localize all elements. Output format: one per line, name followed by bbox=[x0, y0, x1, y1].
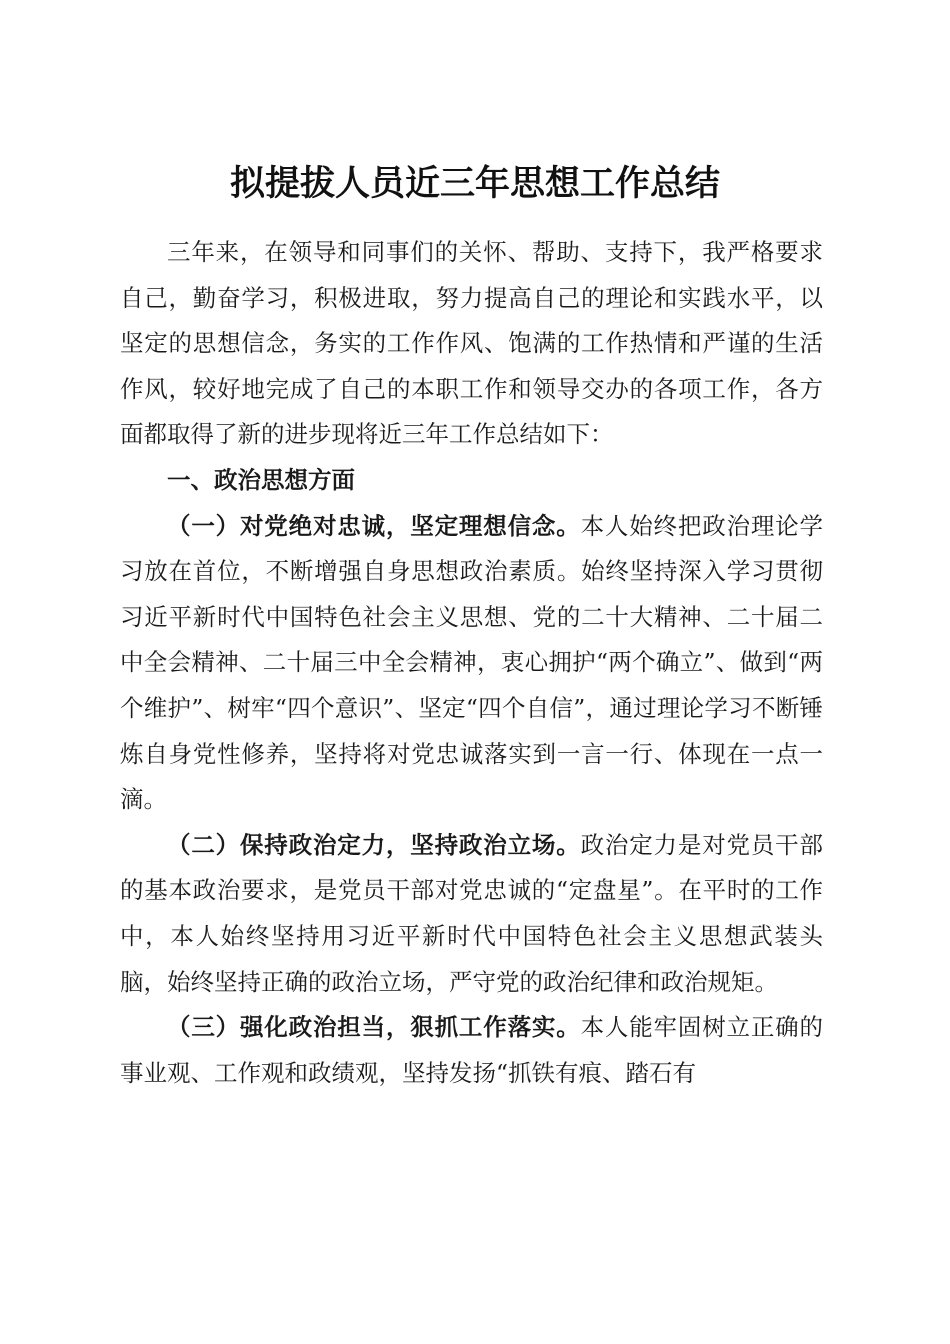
section-heading-political: 一、政治思想方面 bbox=[167, 465, 355, 494]
item-text-3: 本人能牢固树立正确的事业观、工作观和政绩观，坚持发扬“抓铁有痕、踏石有 bbox=[120, 1013, 824, 1087]
item-lead-3: （三）强化政治担当，狠抓工作落实。 bbox=[167, 1013, 581, 1042]
intro-paragraph: 三年来，在领导和同事们的关怀、帮助、支持下，我严格要求自己，勤奋学习，积极进取，努力提高自己的理论和实践水平，以坚定的思想信念，务实的工作作风、饱满的工作热情和严谨的生活作风，较好地完成了自己的本职工作和领导交办的各项工作，各方面都取得了新的进步现将近三年工作总结如下： bbox=[120, 238, 823, 449]
item-text-2: 政治定力是对党员干部的基本政治要求，是党员干部对党忠诚的“定盘星”。在平时的工作中，本人始终坚持用习近平新时代中国特色社会主义思想武装头脑，始终坚持正确的政治立场，严守党的政治纪律和政治规矩。 bbox=[120, 830, 824, 996]
item-paragraph-2 bbox=[120, 823, 823, 1005]
item-paragraph-3 bbox=[120, 1005, 823, 1096]
item-paragraph-1 bbox=[120, 504, 823, 823]
item-lead-1: （一）对党绝对忠诚，坚定理想信念。 bbox=[167, 511, 581, 540]
item-text-1: 本人始终把政治理论学习放在首位，不断增强自身思想政治素质。始终坚持深入学习贯彻习近平新时代中国特色社会主义思想、党的二十大精神、二十届二中全会精神、二十届三中全会精神，衷心拥护“两个确立”、做到“两个维护”、树牢“四个意识”、坚定“四个自信”，通过理论学习不断锤炼自身党性修养，坚持将对党忠诚落实到一言一行、体现在一点一滴。 bbox=[120, 511, 824, 814]
document-body bbox=[120, 230, 823, 1096]
document-title: 拟提拔人员近三年思想工作总结 bbox=[229, 163, 720, 205]
item-lead-2: （二）保持政治定力，坚持政治立场。 bbox=[167, 830, 581, 859]
